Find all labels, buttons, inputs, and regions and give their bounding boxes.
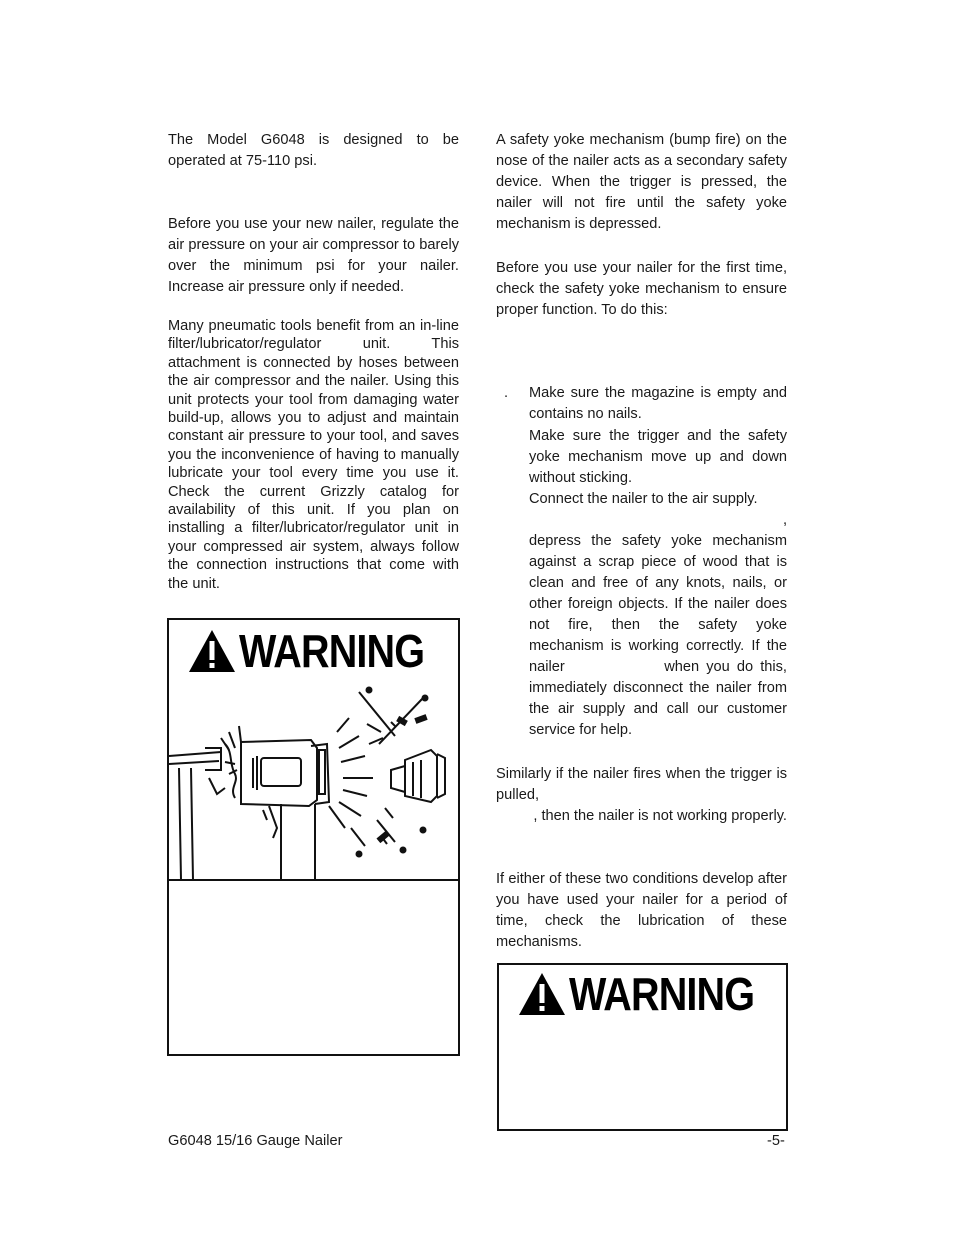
warning-divider-left	[169, 879, 458, 881]
step-1-text: Make sure the magazine is empty and contains no nails.	[529, 385, 787, 422]
operating-pressure-paragraph: The Model G6048 is designed to be operated at 75-110 psi.	[168, 132, 459, 169]
step-3-text: Connect the nailer to the air supply.	[529, 491, 758, 507]
trigger-fire-paragraph-end: , then the nailer is not working properly.	[533, 808, 787, 824]
filter-unit-paragraph: Many pneumatic tools benefit from an in-line filter/lubricator/regulator unit. This attachment is connected by hoses between the air compressor and the nailer. Using this unit protects your tool from damaging water build-up, allows you to adjust and maintain constant air pressure to your tool, and saves you the inconvenience of having to manually lubricate your tool every time you use it. Check the current Grizzly catalog for availability of this unit. If you plan on installing a filter/lubricator/regulator unit in your compressed air system, always follow the connection instructions that come with the unit.	[168, 318, 459, 592]
warning-title-right: WARNING	[569, 968, 755, 1020]
safety-yoke-intro-paragraph: A safety yoke mechanism (bump fire) on the nose of the nailer acts as a secondary safety device. When the trigger is pressed, the nailer will not fire until the safety yoke mechanism is depressed.	[496, 132, 787, 232]
lubrication-paragraph: If either of these two conditions develop after you have used your nailer for a period of time, check the lubrication of these mechanisms.	[496, 871, 787, 950]
warning-triangle-icon	[187, 628, 237, 674]
step-4-text: ,	[782, 512, 787, 528]
warning-header-right	[517, 968, 784, 1020]
first-use-check-paragraph: Before you use your nailer for the first time, check the safety yoke mechanism to ensure proper function. To do this:	[496, 260, 787, 318]
step-4-continued-text: depress the safety yoke mechanism against a scrap piece of wood that is clean and free of any knots, nails, or other foreign objects. If the nailer does not fire, then the safety yoke mechanism is working correctly. If the nailer when you do this, immediately disconnect the nailer from the air supply and call our customer service for help.	[529, 533, 792, 738]
step-1-number: .	[504, 385, 509, 401]
warning-triangle-icon	[517, 971, 567, 1017]
trigger-fire-paragraph-start: Similarly if the nailer fires when the trigger is pulled,	[496, 766, 787, 803]
warning-box-left	[167, 618, 460, 1056]
warning-header-left	[187, 625, 454, 677]
warning-title-left: WARNING	[239, 625, 425, 677]
nailer-exploding-illustration	[169, 678, 458, 880]
footer-model: G6048 15/16 Gauge Nailer	[168, 1133, 343, 1149]
footer-page-number: -5-	[767, 1133, 785, 1149]
regulate-pressure-paragraph: Before you use your new nailer, regulate the air pressure on your air compressor to barely over the minimum psi for your nailer. Increase air pressure only if needed.	[168, 216, 459, 295]
warning-box-right	[497, 963, 788, 1131]
step-2-text: Make sure the trigger and the safety yoke mechanism move up and down without sticking.	[529, 428, 787, 486]
